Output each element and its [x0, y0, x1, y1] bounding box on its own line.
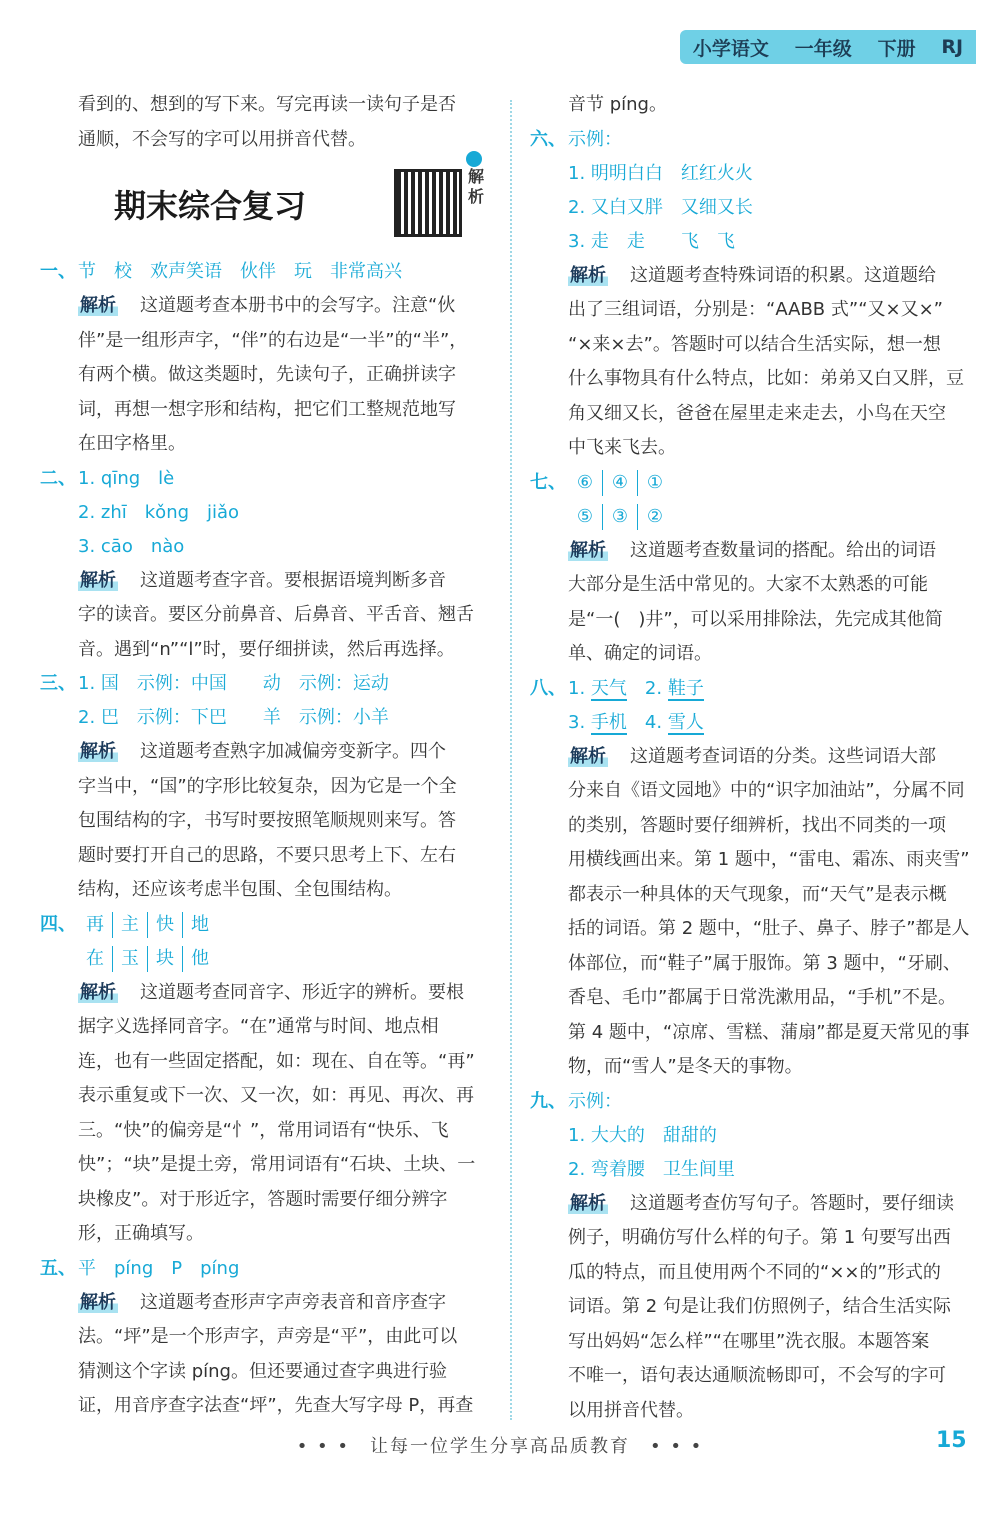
- q6-analysis: [530, 259, 980, 294]
- q4-number: 四、: [40, 913, 76, 935]
- q7-cell: ⑥: [576, 471, 594, 493]
- analysis-line: 包围结构的字，书写时要按照笔顺规则来写。答: [78, 810, 456, 831]
- q4-analysis: [40, 976, 490, 1011]
- analysis-line: 表示重复或下一次、又一次，如：再见、再次、再: [78, 1085, 474, 1106]
- q9-number: 九、: [530, 1090, 566, 1112]
- header-volume: 下册: [877, 37, 916, 60]
- analysis-line: 这道题考查字音。要根据语境判断多音: [140, 569, 446, 591]
- q6-answer: [530, 123, 980, 157]
- analysis-tag: 解析: [570, 1192, 606, 1214]
- q7-row: [568, 466, 672, 500]
- analysis-tag: 解析: [80, 295, 116, 316]
- analysis-line: 词，再想一想字形和结构，把它们工整规范地写: [78, 398, 456, 420]
- analysis-line: 猜测这个字读 píng。但还要通过查字典进行验: [78, 1360, 447, 1382]
- q6-item: 3. 走 走 飞 飞: [568, 230, 735, 252]
- q4-cell: 块: [156, 947, 174, 969]
- q7-grid: [568, 466, 672, 534]
- right-column: [530, 88, 980, 1428]
- analysis-line: 体部位，而“鞋子”属于服饰。第 3 题中，“牙刷、: [568, 952, 961, 974]
- q5-number: 五、: [40, 1257, 76, 1279]
- continued-line: 音节 píng。: [568, 94, 667, 115]
- q2-item: 3. cāo nào: [78, 535, 185, 557]
- analysis-line: 据字义选择同音字。“在”通常与时间、地点相: [78, 1016, 439, 1037]
- q9-item: 1. 大大的 甜甜的: [568, 1124, 717, 1146]
- q1-analysis: [40, 289, 490, 324]
- section-title: [40, 161, 490, 251]
- q5-analysis: [40, 1286, 490, 1321]
- analysis-line: 是“一( )井”，可以采用排除法，先完成其他简: [568, 608, 943, 630]
- analysis-line: 字当中，“国”的字形比较复杂，因为它是一个全: [78, 775, 457, 797]
- q7-cell: ⑤: [576, 505, 594, 527]
- header-bar: [680, 30, 976, 64]
- q8-word: 鞋子: [667, 677, 704, 699]
- q3-analysis: [40, 735, 490, 770]
- intro-line: 看到的、想到的写下来。写完再读一读句子是否: [78, 94, 456, 115]
- q2-analysis: [40, 564, 490, 599]
- q6-item: 1. 明明白白 红红火火: [568, 162, 753, 184]
- analysis-line: 什么事物具有什么特点，比如：弟弟又白又胖，豆: [568, 368, 964, 389]
- q9-item: 2. 弯着腰 卫生间里: [568, 1158, 735, 1180]
- q5-answer-text: 平 píng P píng: [78, 1257, 240, 1279]
- analysis-line: 题时要打开自己的思路，不要只思考上下、左右: [78, 844, 456, 866]
- analysis-line: 这道题考查同音字、形近字的辨析。要根: [140, 981, 464, 1003]
- analysis-line: 这道题考查形声字声旁表音和音序查字: [140, 1291, 446, 1313]
- analysis-line: 伴”是一组形声字，“伴”的右边是“一半”的“半”，: [78, 329, 468, 351]
- q6-number: 六、: [530, 128, 566, 150]
- play-icon: [466, 151, 482, 167]
- analysis-line: 括的词语。第 2 题中，“肚子、鼻子、脖子”都是人: [568, 918, 970, 939]
- analysis-line: 的类别，答题时要仔细辨析，找出不同类的一项: [568, 814, 946, 836]
- q7-cell: ②: [646, 505, 664, 527]
- q7-row: [568, 500, 672, 534]
- q7-number: 七、: [530, 471, 566, 493]
- q1-answer-text: 节 校 欢声笑语 伙伴 玩 非常高兴: [78, 261, 402, 282]
- analysis-line: 这道题考查本册书中的会写字。注意“伙: [140, 295, 456, 316]
- intro-line: 通顺，不会写的字可以用拼音代替。: [78, 128, 366, 150]
- analysis-line: 出了三组词语，分别是：“AABB 式”“又×又×”: [568, 299, 944, 320]
- analysis-line: 分来自《语文园地》中的“识字加油站”，分属不同: [568, 780, 965, 801]
- q8-index: 3.: [568, 711, 586, 733]
- q8-index: 1.: [568, 677, 586, 699]
- q6-label: 示例：: [568, 128, 622, 150]
- analysis-line: 这道题考查特殊词语的积累。这道题给: [630, 264, 936, 286]
- analysis-line: 大部分是生活中常见的。大家不太熟悉的可能: [568, 574, 928, 595]
- q4-row: [78, 942, 217, 976]
- analysis-line: 连，也有一些固定搭配，如：现在、自在等。“再”: [78, 1050, 475, 1072]
- q4-cell: 玉: [121, 947, 139, 969]
- analysis-line: 三。“快”的偏旁是“忄”，常用词语有“快乐、飞: [78, 1119, 449, 1141]
- q7-cell: ④: [611, 471, 629, 493]
- qr-label-text: 解析: [467, 167, 484, 206]
- header-edition: RJ: [941, 36, 964, 58]
- analysis-line: 在田字格里。: [78, 433, 186, 454]
- q3-item: 2. 巴 示例：下巴 羊 示例：小羊: [78, 707, 389, 728]
- q8-index: 2.: [644, 677, 663, 699]
- q4-answer: [40, 908, 490, 976]
- q8-analysis: [530, 740, 980, 775]
- q8-answer: [530, 672, 980, 706]
- analysis-line: 以用拼音代替。: [568, 1399, 694, 1421]
- q8-word: 天气: [590, 677, 627, 699]
- analysis-line: 用横线画出来。第 1 题中，“雷电、霜冻、雨夹雪”: [568, 849, 970, 870]
- q4-cell: 地: [191, 913, 209, 935]
- analysis-tag: 解析: [570, 264, 606, 286]
- q3-answer: [40, 667, 490, 701]
- q2-item: 2. zhī kǒng jiǎo: [78, 501, 240, 523]
- analysis-line: 中飞来飞去。: [568, 437, 676, 458]
- qr-code-icon[interactable]: [394, 169, 462, 237]
- analysis-line: 法。“坪”是一个形声字，声旁是“平”，由此可以: [78, 1326, 458, 1347]
- analysis-line: 形，正确填写。: [78, 1223, 204, 1244]
- analysis-line: 字的读音。要区分前鼻音、后鼻音、平舌音、翘舌: [78, 604, 474, 625]
- footer-slogan: • • • 让每一位学生分享高品质教育 • • •: [296, 1436, 704, 1457]
- q3-number: 三、: [40, 673, 76, 694]
- analysis-line: 这道题考查熟字加减偏旁变新字。四个: [140, 741, 446, 762]
- analysis-line: 写出妈妈“怎么样”“在哪里”洗衣服。本题答案: [568, 1330, 930, 1352]
- header-subject: 小学语文: [692, 37, 769, 60]
- q1-number: 一、: [40, 261, 76, 282]
- analysis-line: 证，用音序查字法查“坪”，先查大写字母 P，再查: [78, 1395, 474, 1416]
- column-divider: [510, 100, 512, 1420]
- q8-index: 4.: [644, 711, 663, 733]
- analysis-line: 例子，明确仿写什么样的句子。第 1 句要写出西: [568, 1227, 951, 1248]
- analysis-tag: 解析: [80, 1291, 116, 1313]
- analysis-line: 这道题考查仿写句子。答题时，要仔细读: [630, 1192, 954, 1214]
- analysis-line: 角又细又长，爸爸在屋里走来走去，小鸟在天空: [568, 402, 946, 424]
- q6-item: 2. 又白又胖 又细又长: [568, 196, 753, 218]
- q7-answer: [530, 466, 980, 534]
- analysis-line: 词语。第 2 句是让我们仿照例子，结合生活实际: [568, 1296, 951, 1317]
- q4-grid: [78, 908, 217, 976]
- analysis-line: 瓜的特点，而且使用两个不同的“××的”形式的: [568, 1261, 941, 1283]
- q3-item: 1. 国 示例：中国 动 示例：运动: [78, 673, 389, 694]
- analysis-line: 有两个横。做这类题时，先读句子，正确拼读字: [78, 364, 456, 385]
- q4-cell: 快: [156, 913, 174, 935]
- q9-answer: [530, 1085, 980, 1119]
- q7-cell: ①: [646, 471, 664, 493]
- q2-number: 二、: [40, 467, 76, 489]
- q4-cell: 主: [121, 913, 139, 935]
- analysis-line: 都表示一种具体的天气现象，而“天气”是表示概: [568, 883, 947, 905]
- analysis-line: 第 4 题中，“凉席、雪糕、蒲扇”都是夏天常见的事: [568, 1021, 970, 1043]
- analysis-line: 物，而“雪人”是冬天的事物。: [568, 1056, 803, 1077]
- q9-label: 示例：: [568, 1090, 622, 1112]
- q2-answer: [40, 462, 490, 496]
- left-column: [40, 88, 490, 1424]
- q8-number: 八、: [530, 677, 566, 699]
- q4-cell: 在: [86, 947, 104, 969]
- q9-analysis: [530, 1187, 980, 1222]
- analysis-line: “×来×去”。答题时可以结合生活实际，想一想: [568, 333, 941, 355]
- q8-word: 手机: [590, 711, 627, 733]
- analysis-tag: 解析: [80, 569, 116, 591]
- q4-row: [78, 908, 217, 942]
- q7-analysis: [530, 534, 980, 569]
- q8-word: 雪人: [667, 711, 704, 733]
- q2-item: 1. qīng lè: [78, 467, 175, 489]
- analysis-line: 音。遇到“n”“l”时，要仔细拼读，然后再选择。: [78, 638, 455, 660]
- header-grade: 一年级: [794, 37, 852, 60]
- section-title-text: 期末综合复习: [113, 187, 306, 225]
- qr-label: [466, 167, 486, 207]
- q5-answer: [40, 1252, 490, 1286]
- page-number: 15: [936, 1428, 967, 1453]
- analysis-line: 这道题考查数量词的搭配。给出的词语: [630, 539, 936, 561]
- analysis-tag: 解析: [570, 539, 606, 561]
- analysis-line: 块橡皮”。对于形近字，答题时需要仔细分辨字: [78, 1188, 448, 1210]
- analysis-line: 快”；“块”是提土旁，常用词语有“石块、土块、一: [78, 1154, 476, 1175]
- q8-answer-row: [530, 706, 980, 740]
- analysis-line: 单、确定的词语。: [568, 643, 712, 664]
- q4-cell: 他: [191, 947, 209, 969]
- analysis-tag: 解析: [80, 741, 116, 762]
- analysis-tag: 解析: [80, 981, 116, 1003]
- q4-cell: 再: [86, 913, 104, 935]
- analysis-line: 香皂、毛巾”都属于日常洗漱用品，“手机”不是。: [568, 987, 956, 1008]
- q7-cell: ③: [611, 505, 629, 527]
- analysis-line: 不唯一，语句表达通顺流畅即可，不会写的字可: [568, 1365, 946, 1386]
- analysis-line: 这道题考查词语的分类。这些词语大部: [630, 745, 936, 767]
- analysis-tag: 解析: [570, 745, 606, 767]
- q1-answer: [40, 255, 490, 289]
- analysis-line: 结构，还应该考虑半包围、全包围结构。: [78, 879, 402, 900]
